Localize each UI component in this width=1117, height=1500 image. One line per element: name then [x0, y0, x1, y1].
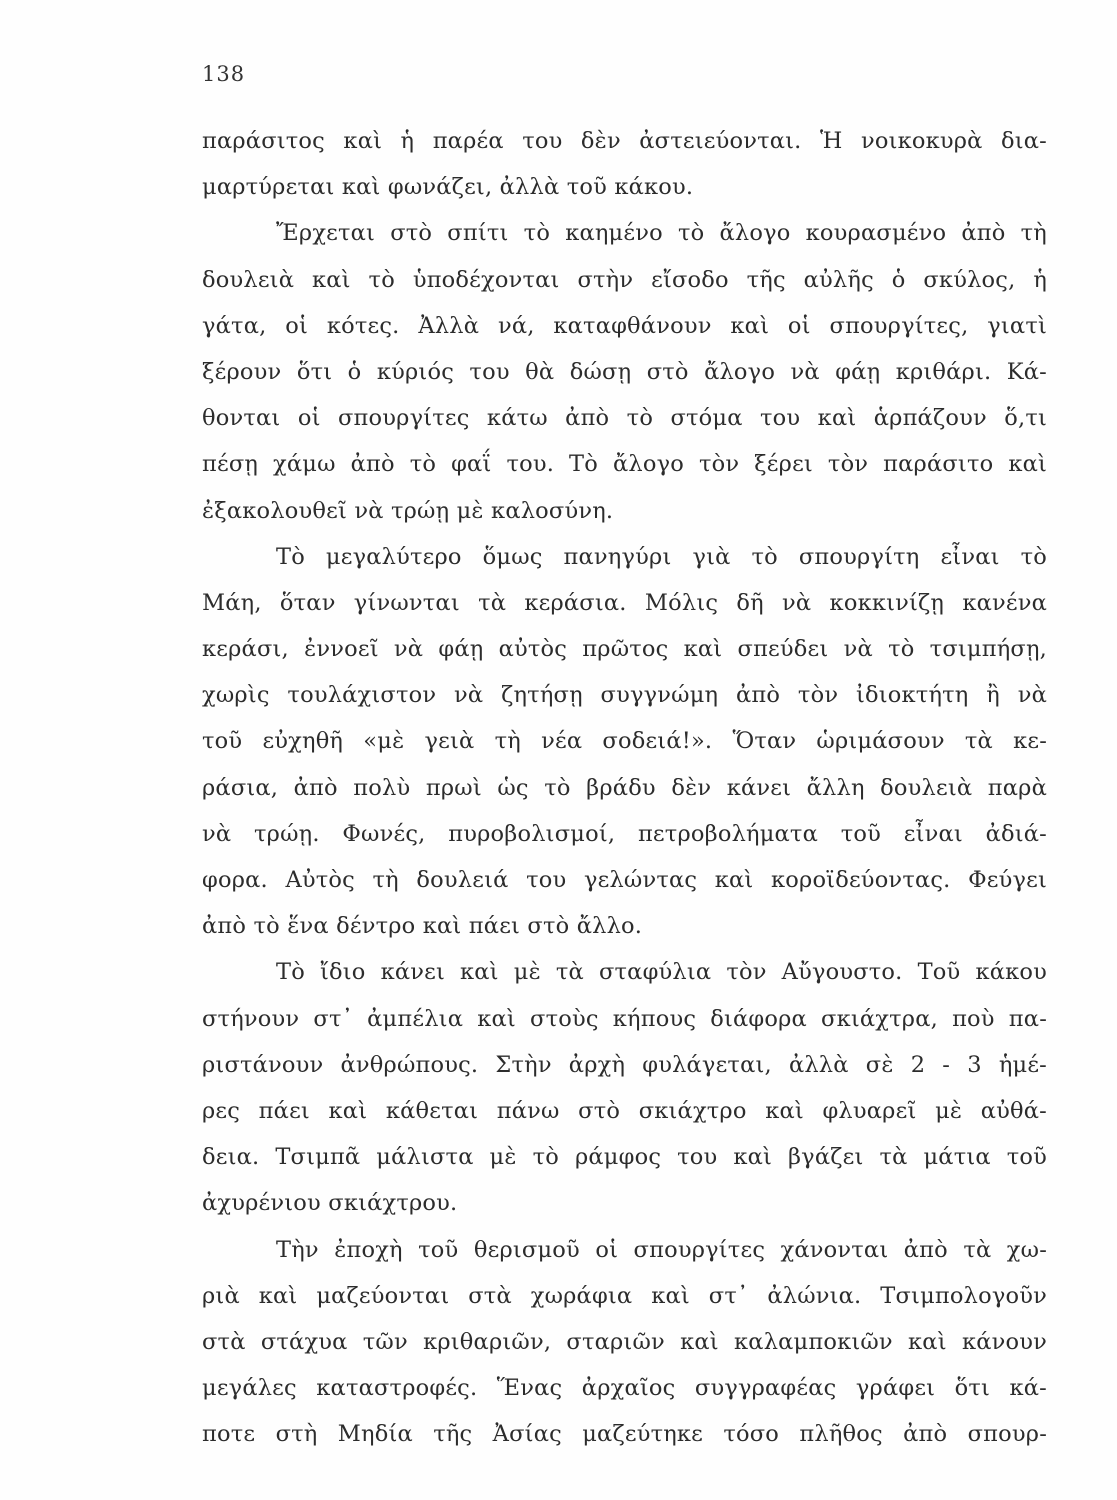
text-line: παράσιτος καὶ ἡ παρέα του δὲν ἀστειεύονται. Ἡ νοικοκυρὰ δια-: [202, 128, 1047, 154]
text-line: δουλειὰ καὶ τὸ ὑποδέχονται στὴν εἴσοδο τῆς αὐλῆς ὁ σκύλος, ἡ: [202, 266, 1047, 293]
text-line: στὰ στάχυα τῶν κριθαριῶν, σταριῶν καὶ καλαμποκιῶν καὶ κάνουν: [202, 1328, 1047, 1355]
text-line: ριὰ καὶ μαζεύονται στὰ χωράφια καὶ στ᾽ ἀλώνια. Τσιμπολογοῦν: [202, 1282, 1047, 1309]
text-line: φορα. Αὐτὸς τὴ δουλειά του γελώντας καὶ κοροϊδεύοντας. Φεύγει: [202, 867, 1047, 893]
text-line: ξέρουν ὅτι ὁ κύριός του θὰ δώσῃ στὸ ἄλογο νὰ φάῃ κριθάρι. Κά-: [202, 358, 1047, 385]
text-line: δεια. Τσιμπᾶ μάλιστα μὲ τὸ ράμφος του καὶ βγάζει τὰ μάτια τοῦ: [202, 1144, 1047, 1171]
page-number: 138: [202, 62, 246, 86]
text-line: κεράσι, ἐννοεῖ νὰ φάῃ αὐτὸς πρῶτος καὶ σπεύδει νὰ τὸ τσιμπήσῃ,: [202, 636, 1047, 663]
text-line: Τὴν ἐποχὴ τοῦ θερισμοῦ οἱ σπουργίτες χάνονται ἀπὸ τὰ χω-: [276, 1236, 1047, 1263]
text-line: Τὸ ἴδιο κάνει καὶ μὲ τὰ σταφύλια τὸν Αὔγουστο. Τοῦ κάκου: [276, 959, 1047, 986]
text-line: ἀπὸ τὸ ἕνα δέντρο καὶ πάει στὸ ἄλλο.: [202, 913, 643, 940]
text-line: μεγάλες καταστροφές. Ἕνας ἀρχαῖος συγγραφέας γράφει ὅτι κά-: [202, 1375, 1047, 1402]
text-line: ἀχυρένιου σκιάχτρου.: [202, 1190, 458, 1217]
text-line: στήνουν στ᾽ ἀμπέλια καὶ στοὺς κήπους διάφορα σκιάχτρα, ποὺ πα-: [202, 1005, 1047, 1032]
text-line: ριστάνουν ἀνθρώπους. Στὴν ἀρχὴ φυλάγεται, ἀλλὰ σὲ 2 - 3 ἡμέ-: [202, 1051, 1047, 1078]
text-line: Τὸ μεγαλύτερο ὅμως πανηγύρι γιὰ τὸ σπουργίτη εἶναι τὸ: [276, 543, 1047, 570]
text-line: γάτα, οἱ κότες. Ἀλλὰ νά, καταφθάνουν καὶ οἱ σπουργίτες, γιατὶ: [202, 312, 1047, 339]
text-line: τοῦ εὐχηθῆ «μὲ γειὰ τὴ νέα σοδειά!». Ὅταν ὡριμάσουν τὰ κε-: [202, 728, 1047, 755]
text-line: ρες πάει καὶ κάθεται πάνω στὸ σκιάχτρο καὶ φλυαρεῖ μὲ αὐθά-: [202, 1097, 1047, 1124]
text-line: θονται οἱ σπουργίτες κάτω ἀπὸ τὸ στόμα του καὶ ἁρπάζουν ὅ,τι: [202, 405, 1047, 432]
text-line: πέσῃ χάμω ἀπὸ τὸ φαΐ του. Τὸ ἄλογο τὸν ξέρει τὸν παράσιτο καὶ: [202, 451, 1047, 478]
text-line: νὰ τρώῃ. Φωνές, πυροβολισμοί, πετροβολήματα τοῦ εἶναι ἀδιά-: [202, 820, 1047, 847]
text-line: ράσια, ἀπὸ πολὺ πρωὶ ὡς τὸ βράδυ δὲν κάνει ἄλλη δουλειὰ παρὰ: [202, 774, 1047, 801]
text-line: ἐξακολουθεῖ νὰ τρώῃ μὲ καλοσύνη.: [202, 497, 614, 524]
text-line: χωρὶς τουλάχιστον νὰ ζητήσῃ συγγνώμη ἀπὸ τὸν ἰδιοκτήτη ἢ νὰ: [202, 682, 1047, 709]
text-line: ποτε στὴ Μηδία τῆς Ἀσίας μαζεύτηκε τόσο πλῆθος ἀπὸ σπουρ-: [202, 1421, 1047, 1448]
text-line: Ἔρχεται στὸ σπίτι τὸ καημένο τὸ ἄλογο κουρασμένο ἀπὸ τὴ: [276, 220, 1047, 247]
text-line: Μάη, ὅταν γίνωνται τὰ κεράσια. Μόλις δῆ νὰ κοκκινίζῃ κανένα: [202, 589, 1047, 616]
body-text: [202, 118, 1047, 1457]
text-line: μαρτύρεται καὶ φωνάζει, ἀλλὰ τοῦ κάκου.: [202, 174, 694, 201]
